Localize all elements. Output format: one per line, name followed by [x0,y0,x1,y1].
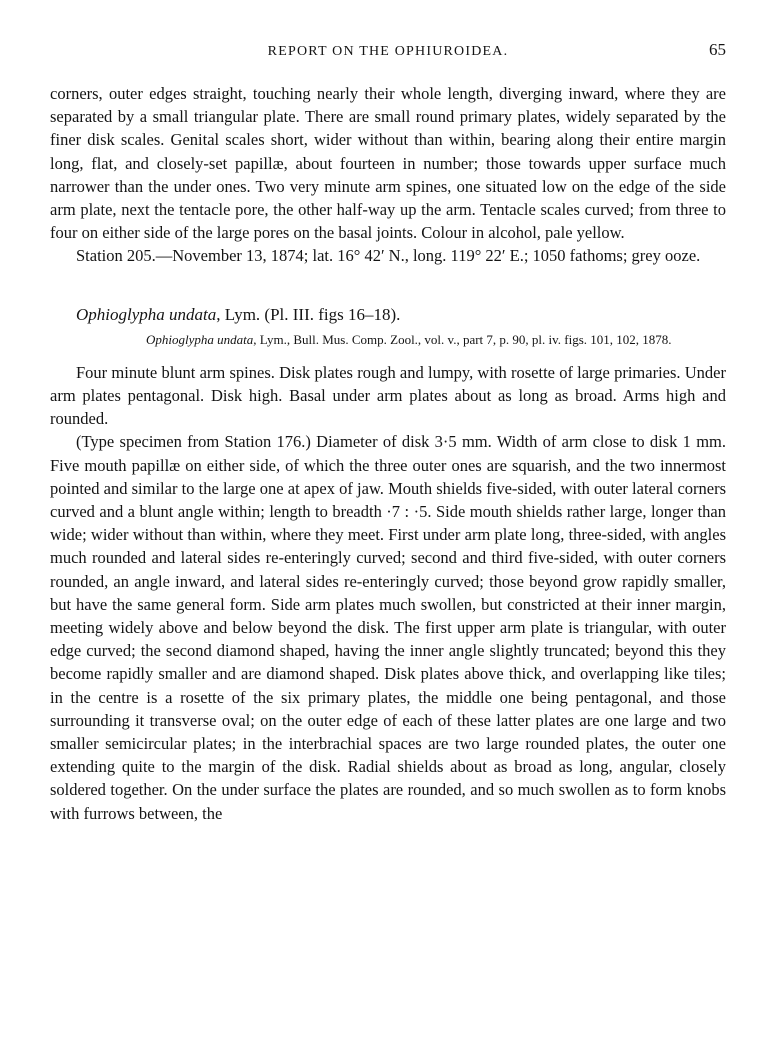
citation-reference: , Lym., Bull. Mus. Comp. Zool., vol. v., part 7, p. 90, pl. iv. figs. 101, 102, 1878. [253,331,672,347]
species-citation [146,330,726,349]
species-name: Ophioglypha undata [76,304,217,324]
species-authority: , Lym. (Pl. III. figs 16–18). [216,304,401,324]
citation-species-name: Ophioglypha undata [146,331,254,347]
running-head-title: REPORT ON THE OPHIUROIDEA. [267,44,509,59]
paragraph-diagnosis: Four minute blunt arm spines. Disk plates rough and lumpy, with rosette of large primaries. Under arm plates pentagonal. Disk high. Basal under arm plates about as long as broad. Arms high and rounded. [50,362,726,429]
page-number: 65 [709,40,726,59]
document-page [50,36,726,825]
running-head [50,36,726,64]
paragraph-station-record: Station 205.—November 13, 1874; lat. 16° 42′ N., long. 119° 22′ E.; 1050 fathoms; grey ooze. [76,246,701,266]
body-text [50,82,726,825]
paragraph-continued-description: corners, outer edges straight, touching nearly their whole length, diverging inward, where they are separated by a small triangular plate. There are small round primary plates, widely separated by the finer disk scales. Genital scales short, wider without than within, bearing along their entire margin long, flat, and closely-set papillæ, about fourteen in number; those towards upper surface much narrower than the under ones. Two very minute arm spines, one situated low on the edge of the side arm plate, next the tentacle pore, the other half-way up the arm. Tentacle scales curved; from three to four on either side of the large pores on the basal joints. Colour in alcohol, pale yellow. [50,84,726,243]
species-heading [50,303,726,326]
paragraph-type-specimen: (Type specimen from Station 176.) Diameter of disk 3·5 mm. Width of arm close to disk 1 mm. Five mouth papillæ on either side, of which the three outer ones are squarish, and the two innermost pointed and similar to the large one at apex of jaw. Mouth shields five-sided, with outer lateral corners curved and a blunt angle within; length to breadth ·7 : ·5. Side mouth shields rather large, longer than wide; wider without than within, where they meet. First under arm plate long, three-sided, with angles much rounded and lateral sides re-enteringly curved; second and third five-sided, with outer corners rounded, an angle inward, and lateral sides re-enteringly curved; those beyond grow rapidly smaller, but have the same general form. Side arm plates much swollen, but constricted at their inner margin, meeting widely above and below beyond the disk. The first upper arm plate is triangular, with outer edge curved; the second diamond shaped, having the inner angle slightly truncated; beyond this they become rapidly smaller and are diamond shaped. Disk plates above thick, and overlapping like tiles; in the centre is a rosette of the six primary plates, the middle one being pentagonal, and those surrounding it transverse oval; on the outer edge of each of these latter plates are one large and two smaller semicircular plates; in the interbrachial spaces are two large rounded plates, the outer one extending quite to the margin of the disk. Radial shields about as broad as long, angular, closely soldered together. On the under surface the plates are rounded, and so much swollen as to form knobs with furrows between, the [50,432,726,823]
